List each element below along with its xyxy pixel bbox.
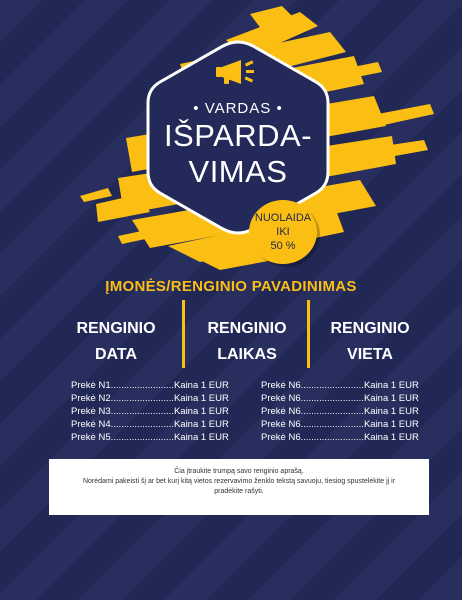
price-list-item: Prekė N6........................Kaina 1 EUR bbox=[261, 380, 419, 391]
event-description-line3: pradėkite rašyti. bbox=[214, 488, 264, 495]
discount-badge bbox=[249, 200, 317, 264]
event-description-line1: Čia įtraukite trumpą savo renginio aprašą. bbox=[174, 468, 304, 475]
event-location-line1: RENGINIO bbox=[330, 320, 410, 337]
sale-title-line1: IŠPARDA- bbox=[163, 118, 313, 153]
event-time-line2: LAIKAS bbox=[217, 346, 277, 363]
name-tagline: • VARDAS • bbox=[193, 100, 283, 117]
price-list-item: Prekė N5........................Kaina 1 EUR bbox=[71, 432, 229, 443]
price-list-item: Prekė N4........................Kaina 1 EUR bbox=[71, 419, 229, 430]
sale-title-line2: VIMAS bbox=[188, 154, 288, 189]
price-list-item: Prekė N6........................Kaina 1 EUR bbox=[261, 406, 419, 417]
event-time-block bbox=[187, 316, 307, 368]
event-date-line1: RENGINIO bbox=[76, 320, 156, 337]
event-time-line1: RENGINIO bbox=[207, 320, 287, 337]
price-list-right bbox=[261, 379, 419, 444]
discount-badge-line3: 50 % bbox=[270, 240, 296, 252]
event-name-heading: ĮMONĖS/RENGINIO PAVADINIMAS bbox=[105, 278, 357, 295]
megaphone-icon bbox=[213, 58, 261, 86]
price-list-item: Prekė N3........................Kaina 1 EUR bbox=[71, 406, 229, 417]
info-divider bbox=[182, 300, 185, 368]
event-description-box[interactable] bbox=[49, 459, 429, 515]
price-list-item: Prekė N6........................Kaina 1 EUR bbox=[261, 432, 419, 443]
discount-badge-line2: IKI bbox=[276, 226, 290, 238]
event-location-block bbox=[310, 316, 430, 368]
price-list-item: Prekė N6........................Kaina 1 EUR bbox=[261, 419, 419, 430]
price-list-left bbox=[71, 379, 229, 444]
price-list-item: Prekė N1........................Kaina 1 EUR bbox=[71, 380, 229, 391]
discount-badge-line1: NUOLAIDA bbox=[254, 212, 312, 224]
price-list-item: Prekė N2........................Kaina 1 EUR bbox=[71, 393, 229, 404]
event-date-block bbox=[56, 316, 176, 368]
event-location-line2: VIETA bbox=[347, 346, 393, 363]
price-list-item: Prekė N6........................Kaina 1 EUR bbox=[261, 393, 419, 404]
event-description-line2: Norėdami pakeisti šį ar bet kurį kitą vietos rezervavimo ženklo tekstą savuoju, tiesiog spustelėkite jį ir bbox=[82, 478, 396, 485]
event-date-line2: DATA bbox=[94, 346, 138, 363]
sale-title bbox=[140, 118, 336, 190]
